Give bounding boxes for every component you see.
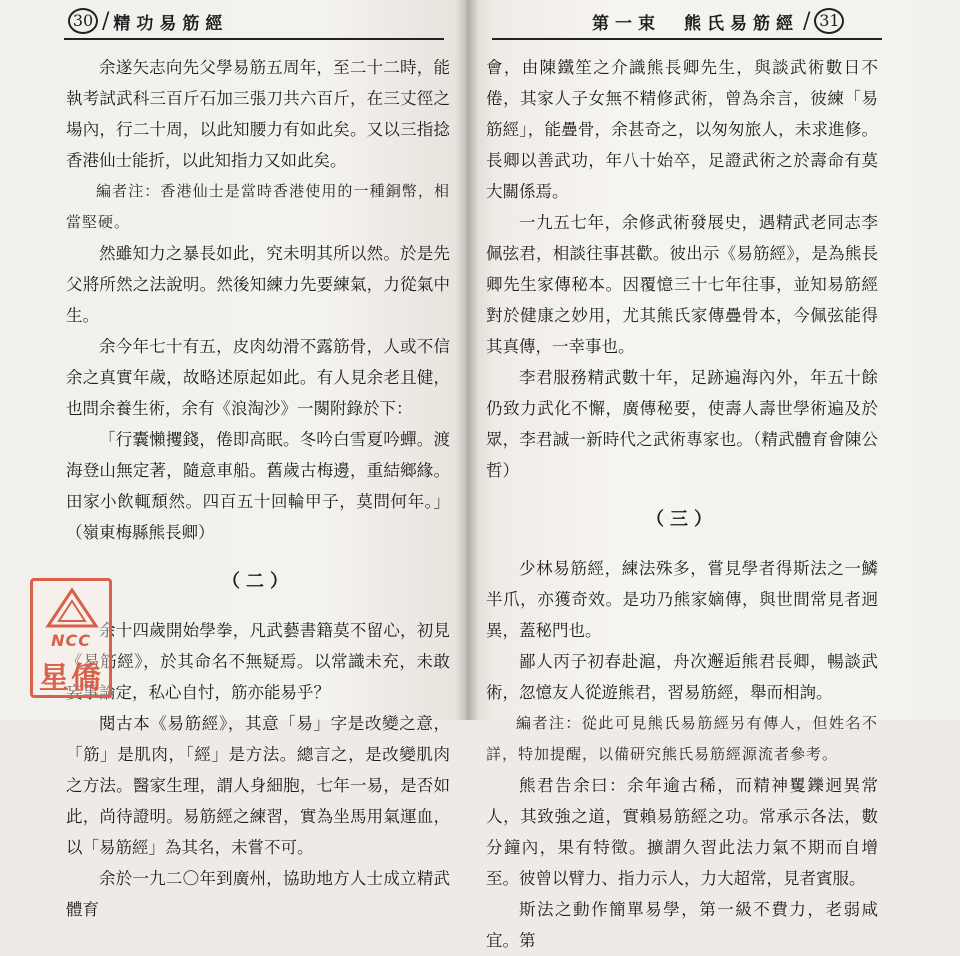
paragraph: 斯法之動作簡單易學，第一級不費力，老弱咸宜。第 — [486, 900, 878, 950]
paragraph: 余遂矢志向先父學易筋五周年，至二十二時，能執考試武科三百斤石加三張刀共六百斤，在三丈徑之場內，行二十周，以此知腰力有如此矣。又以三指捻香港仙士能折，以此知指力又如此矣。 — [66, 58, 450, 170]
right-page-number: 31 — [814, 8, 844, 34]
left-header-rule — [64, 38, 444, 40]
right-page-body — [486, 52, 878, 956]
paragraph: 然雖知力之暴長如此，究未明其所以然。於是先父將所然之法說明。然後知練力先要練氣，力從氣中生。 — [66, 244, 450, 325]
left-page-body — [66, 52, 450, 925]
paragraph: 余今年七十有五，皮肉幼滑不露筋骨，人或不信余之真實年歲，故略述原起如此。有人見余老且健，也問余養生術，余有《浪淘沙》一闋附錄於下： — [66, 337, 450, 418]
right-header-rule — [492, 38, 882, 40]
book-gutter-shadow — [455, 0, 479, 720]
triangle-logo-icon — [45, 587, 99, 629]
stamp-line-2: 星僑 — [39, 661, 103, 696]
paragraph: 閱古本《易筋經》，其意「易」字是改變之意，「筋」是肌肉，「經」是方法。總言之，是改變肌肉之方法。醫家生理，謂人身細胞，七年一易，是否如此，尚待證明。易筋經之練習，實為坐馬用氣運血，以「易筋經」為其名，未嘗不可。 — [66, 714, 450, 857]
paragraph: 熊君告余曰：余年逾古稀，而精神矍鑠迥異常人，其致強之道，實賴易筋經之功。常承示各法，數分鐘內，果有特徵。擴謂久習此法力氣不期而自增至。彼曾以臂力、指力示人，力大超常，見者賓服。 — [486, 776, 878, 888]
paragraph: 一九五七年，余修武術發展史，遇精武老同志李佩弦君，相談往事甚歡。彼出示《易筋經》，是為熊長卿先生家傳秘本。因覆憶三十七年往事，並知易筋經對於健康之妙用，尤其熊氏家傳疊骨本，今佩弦能得其真傳，一幸事也。 — [486, 213, 878, 356]
header-slash: / — [102, 8, 110, 34]
right-page-header — [592, 8, 844, 34]
editor-note: 編者注：從此可見熊氏易筋經另有傳人，但姓名不詳，特加提醒，以備研究熊氏易筋經源流者參考。 — [486, 714, 878, 763]
paragraph: 余十四歲開始學拳，凡武藝書籍莫不留心，初見《易筋經》，於其命名不無疑焉。以常識未充，未敢妄事論定，私心自忖，筋亦能易乎？ — [66, 621, 450, 702]
poem-quote: 「行囊懶攫錢，倦即高眠。冬吟白雪夏吟蟬。渡海登山無定著，隨意車船。舊歲古梅邊，重結鄉緣。田家小飲輒頹然。四百五十回輪甲子，莫問何年。」（嶺東梅縣熊長卿） — [66, 430, 450, 542]
paragraph: 會，由陳鐵笙之介識熊長卿先生，與談武術數日不倦，其家人子女無不精修武術，曾為余言，彼練「易筋經」，能疊骨，余甚奇之，以匆匆旅人，未求進修。長卿以善武功，年八十始卒，足證武術之於壽命有莫大關係焉。 — [486, 58, 878, 201]
header-slash: / — [803, 8, 811, 34]
paragraph: 余於一九二〇年到廣州，協助地方人士成立精武體育 — [66, 869, 450, 919]
right-header-title: 第一束 熊氏易筋經 — [592, 13, 799, 34]
left-page-header — [68, 8, 228, 34]
section-heading: （三） — [646, 509, 718, 530]
stamp-line-1: NCC — [51, 631, 91, 650]
ncc-watermark-stamp — [30, 578, 112, 698]
editor-note: 編者注：香港仙士是當時香港使用的一種銅幣，相當堅硬。 — [66, 182, 450, 231]
section-heading: （二） — [222, 571, 294, 592]
paragraph: 李君服務精武數十年，足跡遍海內外，年五十餘仍致力武化不懈，廣傳秘要，使壽人壽世學術遍及於眾，李君誠一新時代之武術專家也。（精武體育會陳公哲） — [486, 368, 878, 480]
right-page — [466, 0, 960, 950]
left-header-title: 精功易筋經 — [113, 13, 229, 34]
paragraph: 少林易筋經，練法殊多，嘗見學者得斯法之一鱗半爪，亦獲奇效。是功乃熊家嫡傳，與世間常見者迥異，蓋秘門也。 — [486, 559, 878, 640]
paragraph: 鄙人丙子初春赴滬，舟次邂逅熊君長卿，暢談武術，忽憶友人從遊熊君，習易筋經，舉而相詢。 — [486, 652, 878, 702]
left-page-number: 30 — [68, 8, 98, 34]
